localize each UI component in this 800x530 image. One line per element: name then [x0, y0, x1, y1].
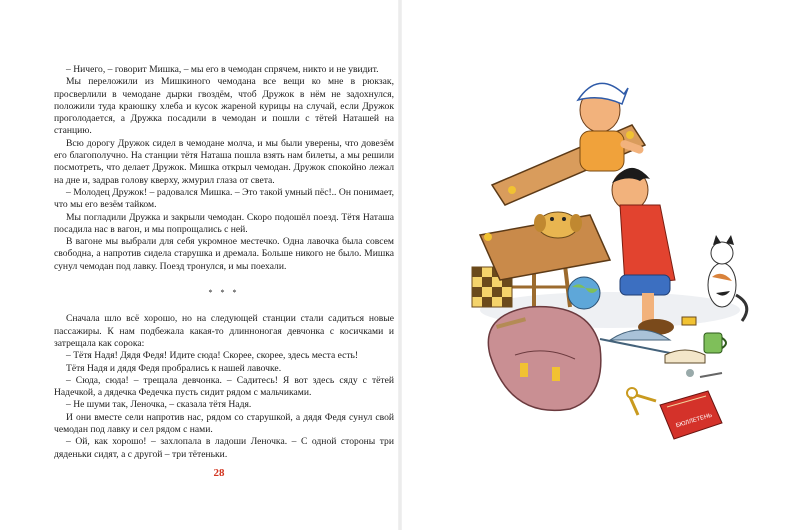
- page-number: 28: [213, 467, 225, 479]
- paragraph: Мы переложили из Мишкиного чемодана все вещи ко мне в рюкзак, просверлили в чемодане дырки гвоздём, чтоб Дружок в нём не задохнулся, положили туда краюшку хлеба и кусок жареной курицы на случай, если Дружок проголодается, а Дружка посадили в чемодан и пошли с тётей Наташей на станцию.: [54, 76, 394, 137]
- paragraph: Тётя Надя и дядя Федя пробрались к нашей лавочке.: [66, 362, 282, 374]
- globe: [568, 277, 600, 309]
- paragraph: – Сюда, сюда! – трещала девчонка. – Садитесь! Я вот здесь сяду с тётей Надечкой, а дядечка Федечка пусть сидит рядом с мальчиками.: [54, 374, 394, 399]
- paragraph: – Ой, как хорошо! – захлопала в ладоши Леночка. – С одной стороны три дяденьки сидят, а с другой – три тётеньки.: [54, 436, 394, 460]
- paragraph: Всю дорогу Дружок сидел в чемодане молча, и мы были уверены, что довезём его благополучно. На станции тётя Наташа пошла взять нам билеты, а мы решили посмотреть, что делает Дружок. Мишка открыл чемодан. Дружок спокойно лежал на дне и, задрав голову кверху, жмурил глаза от света.: [54, 137, 394, 186]
- paragraph: Мы погладили Дружка и закрыли чемодан. Скоро подошёл поезд. Тётя Наташа посадила нас в вагон, и мы попрощались с ней.: [54, 211, 394, 235]
- keys: [627, 388, 656, 415]
- sneakers: [665, 350, 705, 363]
- left-page-text: [54, 64, 394, 461]
- paragraph: И они вместе сели напротив нас, рядом со старушкой, а дядя Федя сунул свой чемодан под лавку и сел рядом с нами.: [54, 411, 394, 436]
- section-separator: * * *: [208, 288, 240, 298]
- paragraph: – Тётя Надя! Дядя Федя! Идите сюда! Скорее, скорее, здесь места есть!: [66, 350, 359, 362]
- paragraph: – Молодец Дружок! – радовался Мишка. – Это такой умный пёс!.. Он понимает, что мы его везём тайком.: [54, 186, 394, 211]
- paragraph: Сначала шло всё хорошо, но на следующей станции стали садиться новые пассажиры. К нам подбежала какая-то длинноногая девчонка с косичками и затрещала как сорока:: [54, 313, 394, 349]
- red-book: [660, 391, 722, 439]
- story-illustration: [460, 55, 760, 445]
- paragraph: – Ничего, – говорит Мишка, – мы его в чемодан спрячем, никто и не увидит.: [66, 64, 379, 75]
- mug: [704, 333, 726, 353]
- colander: [600, 330, 680, 355]
- book-gutter: [398, 0, 402, 530]
- boy-mishka: [578, 83, 645, 171]
- paragraph: – Не шуми так, Леночка, – сказала тётя Надя.: [66, 399, 252, 411]
- paragraph: В вагоне мы выбрали для себя укромное местечко. Одна лавочка была совсем свободна, а напротив сидела старушка и дремала. Больше никого не было. Мишка сунул чемодан под лавку. Поезд тронулся, и мы поехали.: [54, 236, 394, 272]
- backpack: [488, 307, 601, 411]
- book-cover-label: БЮЛЛЕТЕНЬ: [675, 412, 713, 430]
